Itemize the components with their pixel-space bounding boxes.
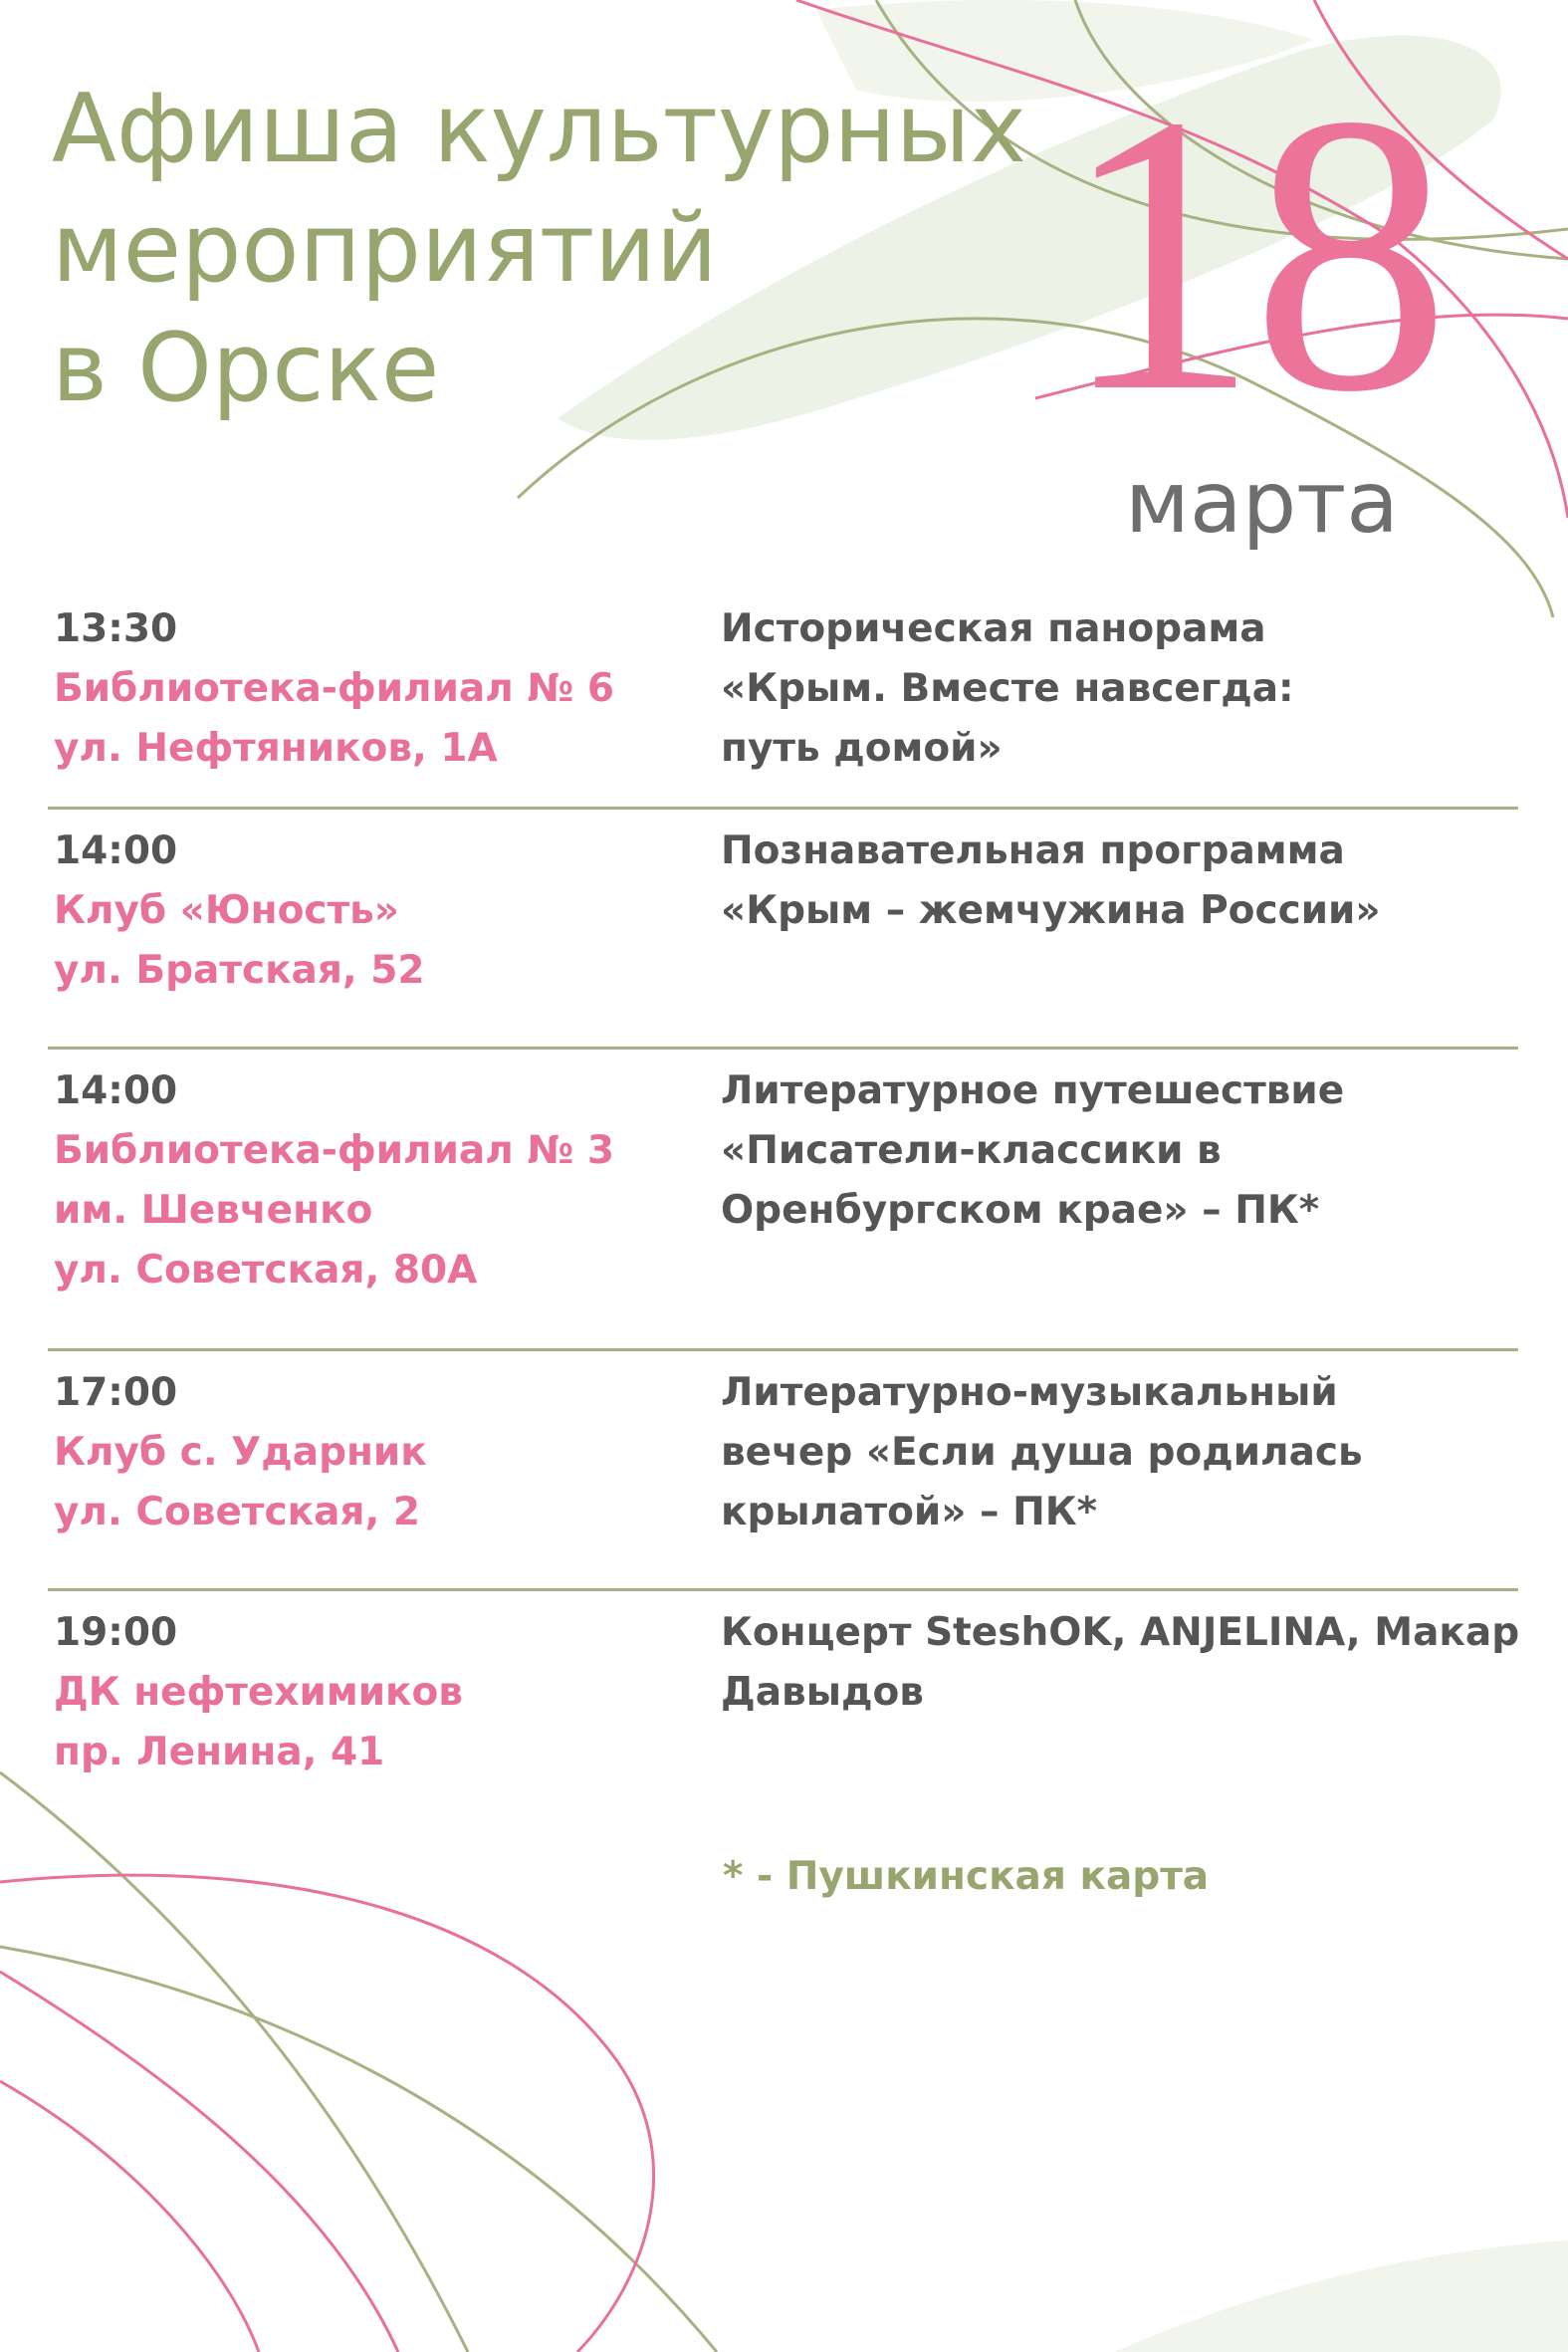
event-venue: Клуб с. Ударник — [54, 1430, 427, 1475]
event-row — [48, 588, 1518, 810]
date-month: марта — [1125, 453, 1399, 553]
events-list — [48, 588, 1518, 1810]
event-description-line: Концерт SteshOK, ANJELINA, Макар — [721, 1610, 1520, 1655]
event-description — [721, 1061, 1537, 1241]
event-address: ул. Советская, 80А — [54, 1248, 478, 1293]
pink-curve-bottom-3 — [0, 2081, 259, 2352]
footnote: * - Пушкинская карта — [723, 1854, 1210, 1899]
event-info — [54, 1603, 691, 1782]
event-venue-name: им. Шевченко — [54, 1188, 373, 1233]
event-description-line: Оренбургском крае» – ПК* — [721, 1188, 1320, 1233]
event-time: 17:00 — [54, 1370, 178, 1415]
event-description-line: Литературное путешествие — [721, 1068, 1345, 1113]
event-venue: Клуб «Юность» — [54, 888, 399, 933]
event-venue: ДК нефтехимиков — [54, 1670, 463, 1715]
event-description-line: Историческая панорама — [721, 606, 1266, 651]
event-description-line: путь домой» — [721, 726, 1003, 771]
event-info — [54, 599, 691, 779]
event-address: ул. Советская, 2 — [54, 1490, 421, 1534]
event-row — [48, 810, 1518, 1050]
event-row — [48, 1050, 1518, 1351]
event-address: пр. Ленина, 41 — [54, 1730, 385, 1774]
title-line: в Орске — [52, 314, 440, 423]
event-time: 13:30 — [54, 606, 178, 651]
event-description — [721, 1363, 1537, 1542]
event-address: ул. Братская, 52 — [54, 948, 425, 993]
event-info — [54, 1363, 691, 1542]
title-line: Афиша культурных — [52, 75, 1026, 184]
event-description-line: Литературно-музыкальный — [721, 1370, 1338, 1415]
title-line: мероприятий — [52, 194, 718, 304]
green-curve-bottom-1 — [0, 1772, 468, 2352]
event-row — [48, 1591, 1518, 1810]
event-description-line: Давыдов — [721, 1670, 924, 1715]
event-info — [54, 822, 691, 1001]
event-description-line: «Крым – жемчужина России» — [721, 888, 1381, 933]
event-description — [721, 599, 1537, 779]
event-time: 14:00 — [54, 828, 178, 873]
event-description-line: «Крым. Вместе навсегда: — [721, 666, 1294, 711]
event-description-line: «Писатели-классики в — [721, 1128, 1222, 1173]
green-curve-bottom-2 — [0, 1947, 717, 2352]
event-description-line: крылатой» – ПК* — [721, 1490, 1098, 1534]
event-info — [54, 1061, 691, 1300]
event-description — [721, 822, 1537, 941]
event-description-line: вечер «Если душа родилась — [721, 1430, 1363, 1475]
event-venue: Библиотека-филиал № 3 — [54, 1128, 615, 1173]
event-row — [48, 1351, 1518, 1591]
event-time: 19:00 — [54, 1610, 178, 1655]
event-time: 14:00 — [54, 1068, 178, 1113]
event-address: ул. Нефтяников, 1А — [54, 726, 498, 771]
page-title — [52, 70, 1026, 428]
green-brush-stroke-bottom — [1115, 2240, 1568, 2352]
pink-curve-bottom-2 — [0, 1972, 398, 2352]
event-description — [721, 1603, 1537, 1723]
event-venue: Библиотека-филиал № 6 — [54, 666, 615, 711]
event-description-line: Познавательная программа — [721, 828, 1345, 873]
date-day: 18 — [1060, 33, 1443, 474]
